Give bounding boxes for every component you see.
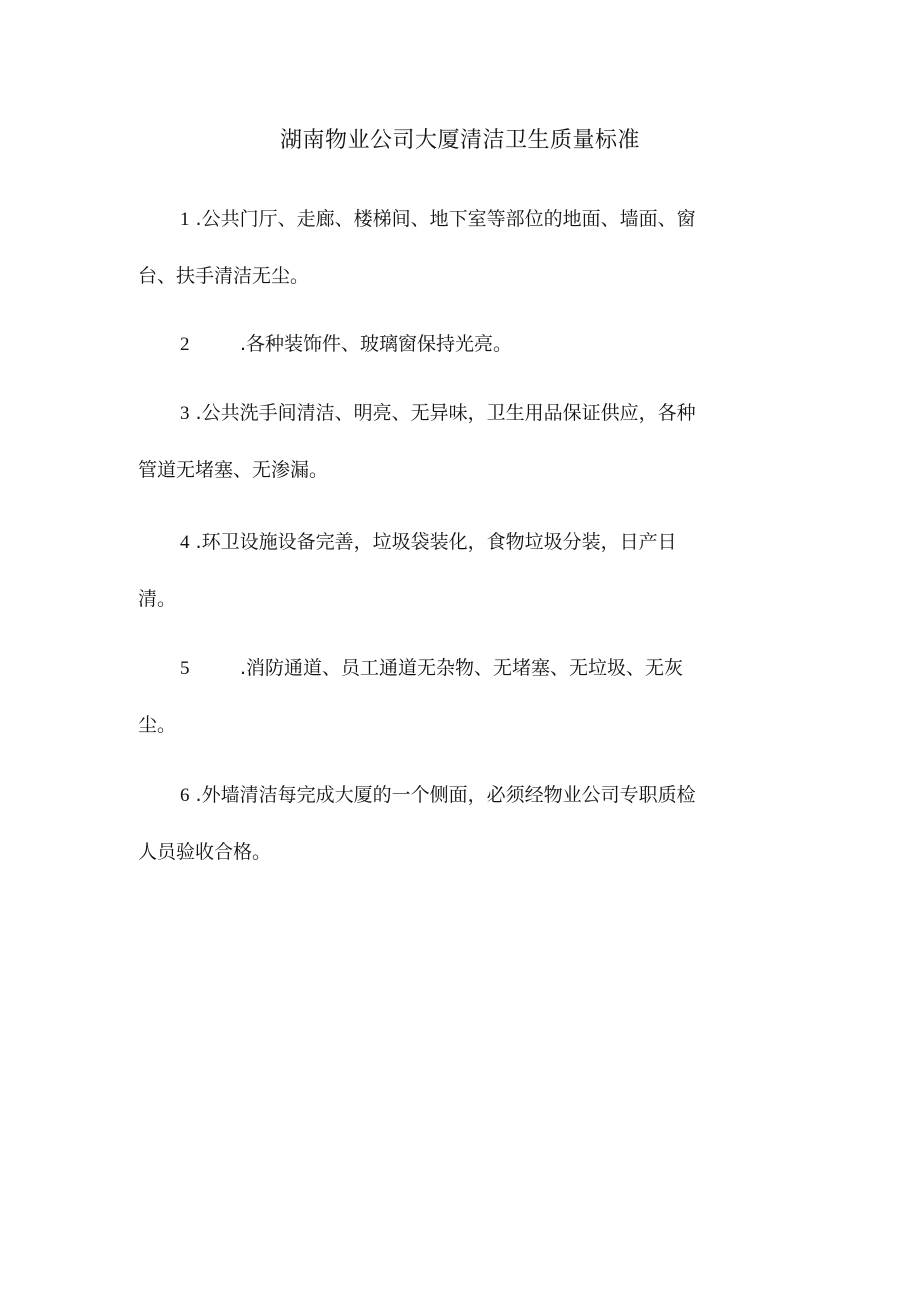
item-6-text-1: .外墙清洁每完成大厦的一个侧面，必须经物业公司专职质检 bbox=[195, 784, 696, 806]
item-4-text-1: .环卫设施设备完善，垃圾袋装化，食物垃圾分装，日产日 bbox=[195, 531, 677, 553]
item-1-text-1: .公共门厅、走廊、楼梯间、地下室等部位的地面、墙面、窗 bbox=[195, 208, 696, 230]
item-6-line-1 bbox=[138, 767, 783, 824]
item-3-text-2: 管道无堵塞、无渗漏。 bbox=[138, 459, 329, 481]
item-2-number: 2 bbox=[180, 334, 190, 355]
item-2-line-1 bbox=[138, 316, 783, 373]
standard-item-1 bbox=[138, 191, 783, 304]
standard-item-5 bbox=[138, 640, 783, 753]
standard-item-4 bbox=[138, 514, 783, 627]
item-3-number: 3 bbox=[180, 403, 190, 424]
item-5-line-1 bbox=[138, 640, 783, 697]
item-3-text-1: .公共洗手间清洁、明亮、无异味，卫生用品保证供应，各种 bbox=[195, 402, 696, 424]
standard-item-3 bbox=[138, 385, 783, 498]
standard-item-6 bbox=[138, 767, 783, 880]
item-5-number: 5 bbox=[180, 658, 190, 679]
item-4-text-2: 清。 bbox=[138, 588, 177, 610]
item-4-line-1 bbox=[138, 514, 783, 571]
document-title: 湖南物业公司大厦清洁卫生质量标准 bbox=[279, 128, 640, 153]
item-1-line-1 bbox=[138, 191, 783, 248]
item-5-text-2: 尘。 bbox=[138, 714, 177, 736]
item-1-number: 1 bbox=[180, 209, 190, 230]
item-2-text-1: .各种装饰件、玻璃窗保持光亮。 bbox=[240, 333, 513, 355]
item-6-text-2: 人员验收合格。 bbox=[138, 841, 272, 863]
item-5-text-1: .消防通道、员工通道无杂物、无堵塞、无垃圾、无灰 bbox=[240, 657, 684, 679]
standard-item-2 bbox=[138, 316, 783, 373]
item-6-number: 6 bbox=[180, 785, 190, 806]
item-1-text-2: 台、扶手清洁无尘。 bbox=[138, 265, 310, 287]
item-4-number: 4 bbox=[180, 532, 190, 553]
item-3-line-1 bbox=[138, 385, 783, 442]
